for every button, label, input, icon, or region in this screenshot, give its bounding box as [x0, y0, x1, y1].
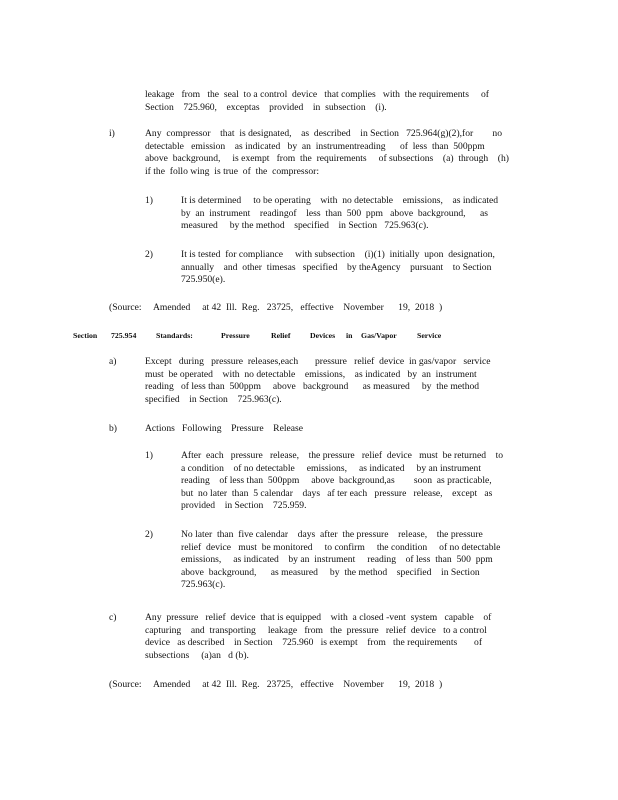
text-line: relief device must be monitored to confirm the condition of no detectable — [181, 541, 501, 553]
heading-section-number: 725.954 — [111, 331, 137, 340]
source-note — [109, 302, 442, 315]
para-b-2-text — [181, 529, 500, 592]
para-c-label: c) — [109, 612, 117, 623]
text-line: if the follo wing is true of the compressor: — [145, 165, 319, 177]
text-line: subsections (a)an d (b). — [145, 649, 249, 661]
text-line: emissions, as indicated by an instrument reading of less than 500 ppm — [181, 554, 493, 566]
intro-paragraph — [145, 89, 489, 114]
text-line: by an instrument readingof less than 500 ppm above background, as — [181, 207, 488, 219]
text-line: Any pressure relief device that is equipped with a closed -vent system capable of — [145, 612, 492, 623]
text-line: reading of less than 500ppm above background as measured by the method — [145, 381, 480, 393]
text-line: capturing and transporting leakage from the pressure relief device to a control — [145, 624, 487, 636]
section-heading — [0, 331, 618, 345]
text-line: detectable emission as indicated by an instrumentreading of less than 500ppm — [145, 140, 485, 152]
text-line: leakage from the seal to a control device that complies with the requirements of — [145, 89, 489, 100]
para-i-text — [145, 128, 509, 178]
text-line: must be operated with no detectable emissions, as indicated by an instrument — [145, 368, 477, 380]
text-line: Except during pressure releases,each pressure relief device in gas/vapor service — [145, 356, 491, 367]
heading-word: Service — [417, 331, 442, 340]
source-note — [109, 679, 442, 692]
text-line: Section 725.960, exceptas provided in subsection (i). — [145, 101, 387, 113]
text-line: annually and other timesas specified by theAgency pursuant to Section — [181, 261, 492, 273]
text-line: provided in Section 725.959. — [181, 500, 307, 512]
heading-word: Devices — [310, 331, 336, 340]
text-line: device as described in Section 725.960 is exempt from the requirements of — [145, 637, 483, 649]
para-b-1-text — [181, 450, 503, 513]
text-line: It is determined to be operating with no detectable emissions, as indicated — [181, 195, 499, 206]
para-b-2-label: 2) — [145, 529, 153, 540]
heading-word: in — [346, 331, 353, 340]
para-i-1-text — [181, 195, 498, 233]
heading-word: Relief — [271, 331, 291, 340]
text-line: It is tested for compliance with subsection (i)(1) initially upon designation, — [181, 249, 495, 260]
para-i-1-label: 1) — [145, 195, 153, 206]
text-line: specified in Section 725.963(c). — [145, 393, 282, 405]
text-line: 725.950(e). — [181, 274, 226, 286]
text-line: Actions Following Pressure Release — [145, 423, 304, 434]
text-line: but no later than 5 calendar days af ter each pressure release, except as — [181, 487, 493, 499]
text-line: 725.963(c). — [181, 579, 226, 591]
heading-word: Pressure — [221, 331, 250, 340]
para-a-label: a) — [109, 356, 117, 367]
text-line: Any compressor that is designated, as described in Section 725.964(g)(2),for no — [145, 128, 503, 139]
text-line: No later than five calendar days after the pressure release, the pressure — [181, 529, 483, 540]
source-line: (Source: Amended at 42 Ill. Reg. 23725, effective November 19, 2018 ) — [109, 302, 443, 313]
para-c-text — [145, 612, 491, 662]
text-line: above background, is exempt from the requirements of subsections (a) through (h) — [145, 153, 509, 165]
para-b-title — [145, 423, 303, 436]
heading-section-word: Section — [73, 331, 98, 340]
para-b-label: b) — [109, 423, 117, 434]
source-line: (Source: Amended at 42 Ill. Reg. 23725, effective November 19, 2018 ) — [109, 679, 443, 690]
heading-word: Standards: — [156, 331, 193, 340]
text-line: measured by the method specified in Section 725.963(c). — [181, 220, 429, 232]
para-a-text — [145, 356, 491, 406]
text-line: above background, as measured by the method specified in Section — [181, 566, 480, 578]
para-i-label: i) — [109, 128, 115, 139]
text-line: a condition of no detectable emissions, as indicated by an instrument — [181, 462, 482, 474]
text-line: After each pressure release, the pressure relief device must be returned to — [181, 450, 504, 461]
para-b-1-label: 1) — [145, 450, 153, 461]
heading-word: Gas/Vapor — [361, 331, 397, 340]
text-line: reading of less than 500ppm above background,as soon as practicable, — [181, 475, 492, 487]
para-i-2-label: 2) — [145, 249, 153, 260]
para-i-2-text — [181, 249, 495, 287]
